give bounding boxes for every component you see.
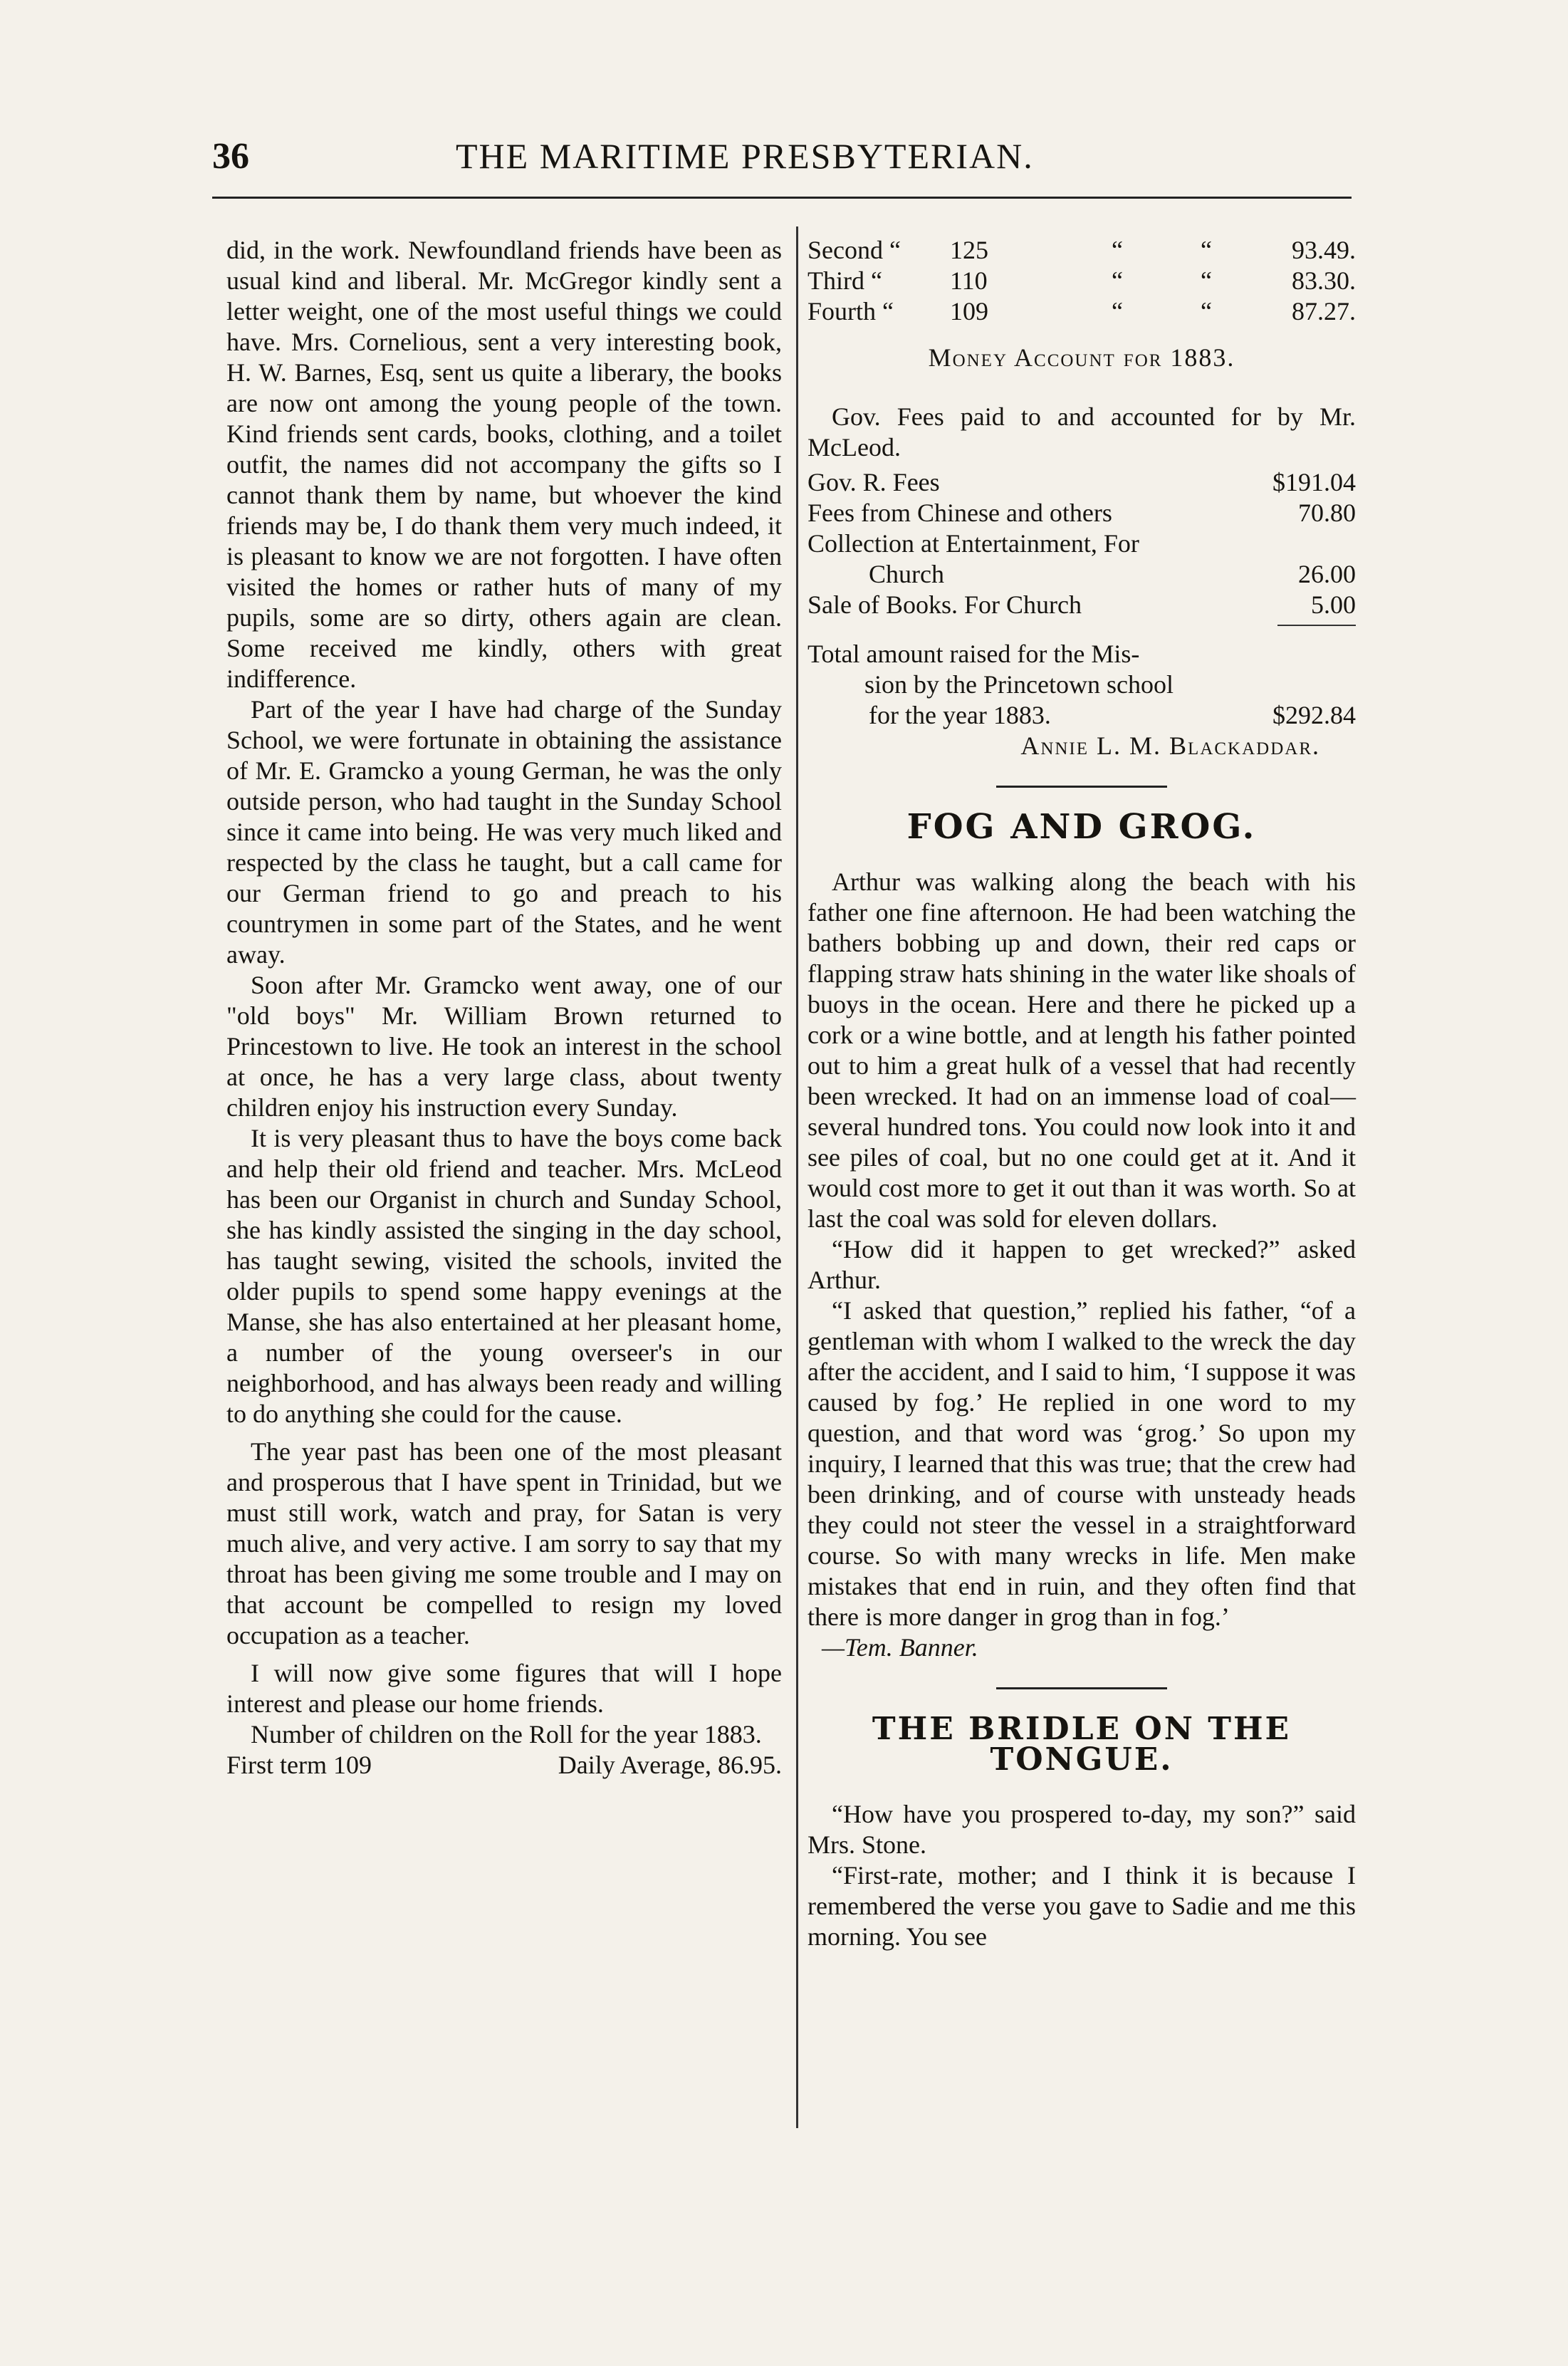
ledger-item: Church: [869, 560, 944, 588]
ledger-amount: 26.00: [1298, 560, 1356, 588]
section-rule: [996, 1687, 1167, 1689]
running-head: THE MARITIME PRESBYTERIAN.: [456, 136, 1034, 176]
total-amount: $292.84: [1272, 701, 1356, 729]
roll-average: 83.30.: [1292, 266, 1356, 295]
right-column: [807, 235, 1356, 1952]
ledger-row: [807, 590, 1356, 620]
article-title: THE BRIDLE ON THE TONGUE.: [872, 1711, 1292, 1778]
paragraph: Part of the year I have had charge of the Sunday School, we were fortunate in obtaining the assistance of Mr. E. Gramcko a young German, he was the only outside person, who had taught in the Sunday School since it came into being. He was very much liked and respected by the class he taught, but a call came for our German friend to go and preach to his countrymen in some part of the States, and he went away.: [226, 695, 782, 969]
ledger-item: Collection at Entertainment, For: [807, 529, 1139, 558]
ledger-amount: 70.80: [1298, 499, 1356, 527]
roll-average: 93.49.: [1292, 236, 1356, 264]
ledger-row: [807, 559, 1356, 590]
money-intro: Gov. Fees paid to and accounted for by Mr. McLeod.: [807, 402, 1356, 462]
roll-row: [807, 235, 1356, 266]
roll-count: 110: [950, 266, 988, 295]
paragraph: I will now give some figures that will I hope interest and please our home friends.: [226, 1659, 782, 1718]
byline: —Tem. Banner.: [822, 1633, 978, 1662]
section-rule: [996, 786, 1167, 788]
sum-rule: [1277, 625, 1356, 626]
paragraph: Arthur was walking along the beach with his father one fine afternoon. He had been watching the bathers bobbing up and down, their red caps or flapping straw hats shining in the water like shoals of buoys in the ocean. Here and there he picked up a cork or a wine bottle, and at length his father pointed out to him a great hulk of a vessel that had recently been wrecked. It had on an immense load of coal—several hundred tons. You could now look into it and see piles of coal, but no one could get at it. And it would cost more to get it out than it was worth. So at last the coal was sold for eleven dollars.: [807, 867, 1356, 1233]
roll-term: Third “: [807, 266, 882, 295]
first-term-average: Daily Average, 86.95.: [558, 1751, 782, 1779]
roll-count: 109: [950, 297, 988, 325]
roll-count: 125: [950, 236, 988, 264]
ditto-mark: “: [1201, 266, 1212, 295]
roll-term: Second “: [807, 236, 901, 264]
roll-row: [807, 266, 1356, 296]
paragraph: “First-rate, mother; and I think it is because I remembered the verse you gave to Sadie and me this morning. You see: [807, 1861, 1356, 1951]
roll-heading: Number of children on the Roll for the year 1883.: [251, 1720, 762, 1749]
signature: Annie L. M. Blackaddar.: [1020, 731, 1320, 760]
ditto-mark: “: [1201, 297, 1212, 325]
roll-term: Fourth “: [807, 297, 894, 325]
total-text: for the year 1883.: [869, 701, 1051, 729]
first-term-label: First term 109: [226, 1751, 372, 1779]
left-column: [226, 235, 782, 1781]
ditto-mark: “: [1112, 266, 1123, 295]
ditto-mark: “: [1201, 236, 1212, 264]
paragraph: Soon after Mr. Gramcko went away, one of our "old boys" Mr. William Brown returned to Princestown to live. He took an interest in the school at once, he has a very large class, about twenty children enjoy his instruction every Sunday.: [226, 971, 782, 1122]
ditto-mark: “: [1112, 297, 1123, 325]
header-rule: [212, 197, 1352, 199]
money-account-title: Money Account for 1883.: [928, 343, 1235, 372]
roll-average: 87.27.: [1292, 297, 1356, 325]
page-number: 36: [212, 136, 249, 177]
paragraph: “How did it happen to get wrecked?” asked Arthur.: [807, 1235, 1356, 1294]
ledger-item: Gov. R. Fees: [807, 468, 940, 496]
ditto-mark: “: [1112, 236, 1123, 264]
paragraph: did, in the work. Newfoundland friends have been as usual kind and liberal. Mr. McGregor kindly sent a letter weight, one of the most useful things we could have. Mrs. Cornelious, sent a very interesting book, H. W. Barnes, Esq, sent us quite a liberary, the books are now ont among the young people of the town. Kind friends sent cards, books, clothing, and a toilet outfit, the names did not accompany the gifts so I cannot thank them by name, but whoever the kind friends may be, I do thank them very much indeed, it is pleasant to know we are not forgotten. I have often visited the homes or rather huts of many of my pupils, some are so dirty, others again are clean. Some received me kindly, others with great indifference.: [226, 236, 782, 693]
ledger-amount: 5.00: [1311, 590, 1356, 619]
paragraph: “I asked that question,” replied his father, “of a gentleman with whom I walked to the wreck the day after the accident, and I said to him, ‘I suppose it was caused by fog.’ He replied in one word to my question, and that word was ‘grog.’ So upon my inquiry, I learned that this was true; that the crew had been drinking, and of course with unsteady heads they could not steer the vessel in a straightforward course. So with many wrecks in life. Men make mistakes that end in ruin, and they often find that there is more danger in grog than in fog.’: [807, 1296, 1356, 1631]
paragraph: It is very pleasant thus to have the boys come back and help their old friend and teacher. Mrs. McLeod has been our Organist in church and Sunday School, she has kindly assisted the singing in the day school, has taught sewing, visited the schools, invited the older pupils to spend some happy evenings at the Manse, she has also entertained at her pleasant home, a number of the young overseer's in our neighborhood, and has always been ready and willing to do anything she could for the cause.: [226, 1124, 782, 1428]
ledger-row: [807, 498, 1356, 528]
ledger-item: Fees from Chinese and others: [807, 499, 1112, 527]
total-text: sion by the Princetown school: [864, 670, 1174, 699]
total-row: [807, 700, 1356, 731]
roll-row: [807, 296, 1356, 327]
paragraph: The year past has been one of the most pleasant and prosperous that I have spent in Trinidad, but we must still work, watch and pray, for Satan is very much alive, and very active. I am sorry to say that my throat has been giving me some trouble and I may on that account be compelled to resign my loved occupation as a teacher.: [226, 1437, 782, 1650]
roll-row-first-term: [226, 1750, 782, 1781]
ledger-item: Sale of Books. For Church: [807, 590, 1082, 619]
paragraph: “How have you prospered to-day, my son?” said Mrs. Stone.: [807, 1800, 1356, 1859]
article-title: FOG AND GROG.: [906, 807, 1257, 847]
ledger-amount: $191.04: [1272, 468, 1356, 496]
ledger-row: [807, 467, 1356, 498]
column-divider: [796, 226, 798, 2128]
total-text: Total amount raised for the Mis-: [807, 640, 1140, 668]
